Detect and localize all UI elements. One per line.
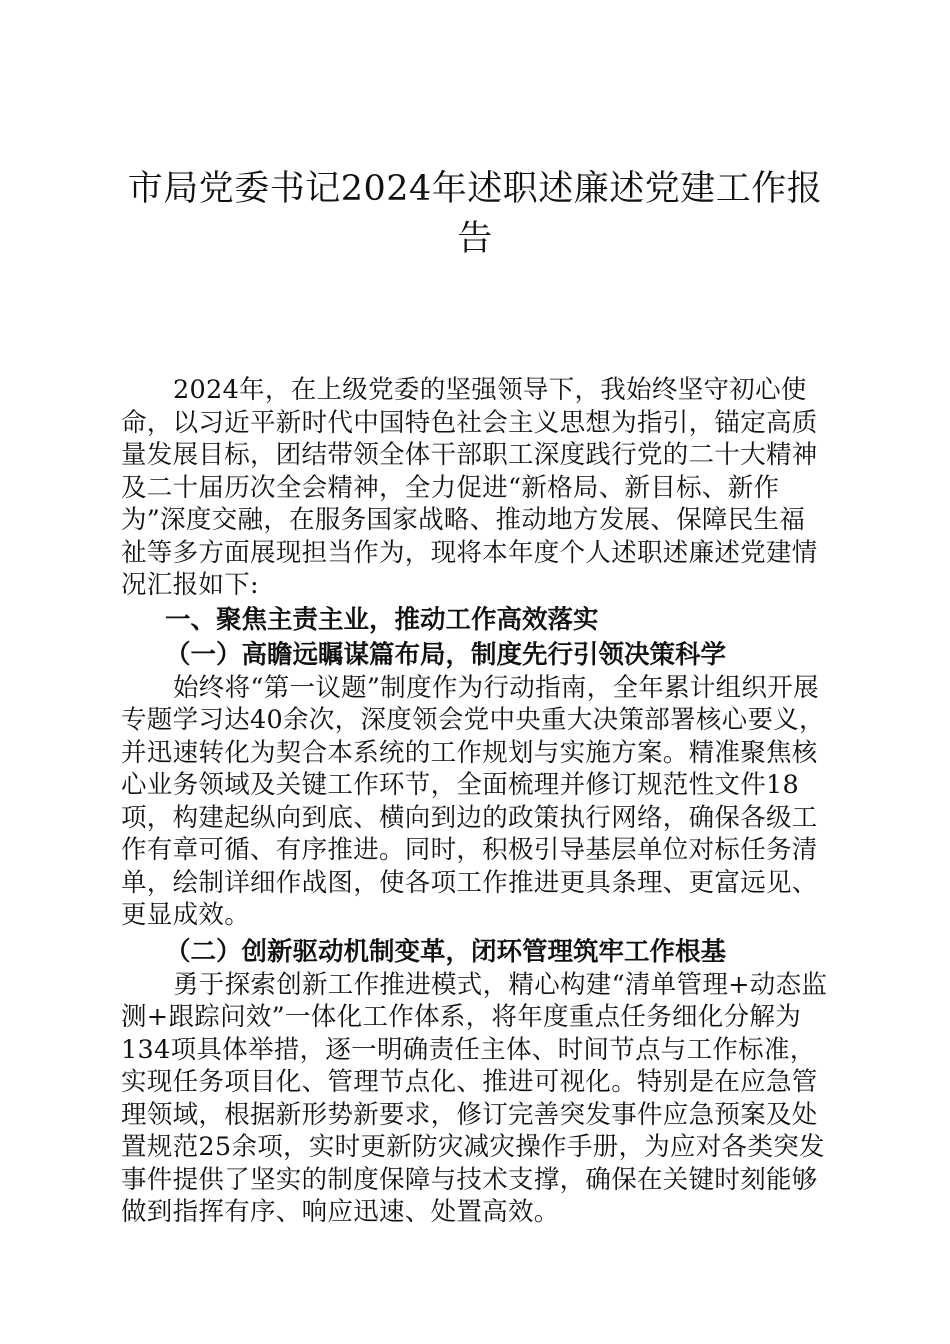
text-line: 测+跟踪问效”一体化工作体系，将年度重点任务细化分解为	[121, 1002, 802, 1032]
text-line: 专题学习达40余次，深度领会党中央重大决策部署核心要义，	[121, 705, 825, 735]
text-line: 2024年，在上级党委的坚强领导下，我始终坚守初心使	[173, 375, 807, 405]
document-body	[121, 374, 831, 1229]
title-line-2: 告	[457, 219, 493, 259]
text-line: 134项具体举措，逐一明确责任主体、时间节点与工作标准，	[121, 1034, 816, 1065]
text-line: 始终将“第一议题”制度作为行动指南，全年累计组织开展	[173, 672, 819, 703]
text-line: 况汇报如下:	[121, 570, 259, 600]
text-line: 更显成效。	[121, 900, 251, 930]
text-line: 理领域，根据新形势新要求，修订完善突发事件应急预案及处	[121, 1099, 818, 1130]
subsection-heading-2: （二）创新驱动机制变革，闭环管理筑牢工作根基	[165, 936, 727, 967]
text-line: 量发展目标，团结带领全体干部职工深度践行党的二十大精神	[121, 440, 818, 470]
document-title	[120, 164, 830, 264]
text-line: 及二十届历次全会精神，全力促进“新格局、新目标、新作	[121, 472, 780, 503]
subsection-heading-1: （一）高瞻远瞩谋篇布局，制度先行引领决策科学	[165, 639, 727, 670]
text-line: 心业务领域及关键工作环节，全面梳理并修订规范性文件18	[121, 770, 800, 800]
text-line: 为”深度交融，在服务国家战略、推动地方发展、保障民生福	[121, 505, 806, 535]
text-line: 勇于探索创新工作推进模式，精心构建“清单管理+动态监	[173, 969, 828, 1000]
text-line: 做到指挥有序、响应迅速、处置高效。	[121, 1197, 560, 1227]
subsection-1-paragraph	[121, 672, 831, 932]
text-line: 作有章可循、有序推进。同时，积极引导基层单位对标任务清	[121, 835, 818, 865]
text-line: 实现任务项目化、管理节点化、推进可视化。特别是在应急管	[121, 1067, 818, 1097]
text-line: 祉等多方面展现担当作为，现将本年度个人述职述廉述党建情	[121, 537, 818, 568]
text-line: 置规范25余项，实时更新防灾减灾操作手册，为应对各类突发	[121, 1132, 825, 1162]
text-line: 并迅速转化为契合本系统的工作规划与实施方案。精准聚焦核	[121, 737, 818, 768]
subsection-2-paragraph	[121, 969, 831, 1229]
text-line: 命，以习近平新时代中国特色社会主义思想为指引，锚定高质	[121, 407, 818, 438]
section-heading-1: 一、聚焦主责主业，推动工作高效落实	[165, 604, 599, 635]
text-line: 单，绘制详细作战图，使各项工作推进更具条理、更富远见、	[121, 867, 818, 898]
intro-paragraph	[121, 374, 831, 602]
title-line-1: 市局党委书记2024年述职述廉述党建工作报	[127, 169, 823, 209]
text-line: 项，构建起纵向到底、横向到边的政策执行网络，确保各级工	[121, 802, 818, 833]
text-line: 事件提供了坚实的制度保障与技术支撑，确保在关键时刻能够	[121, 1164, 818, 1195]
